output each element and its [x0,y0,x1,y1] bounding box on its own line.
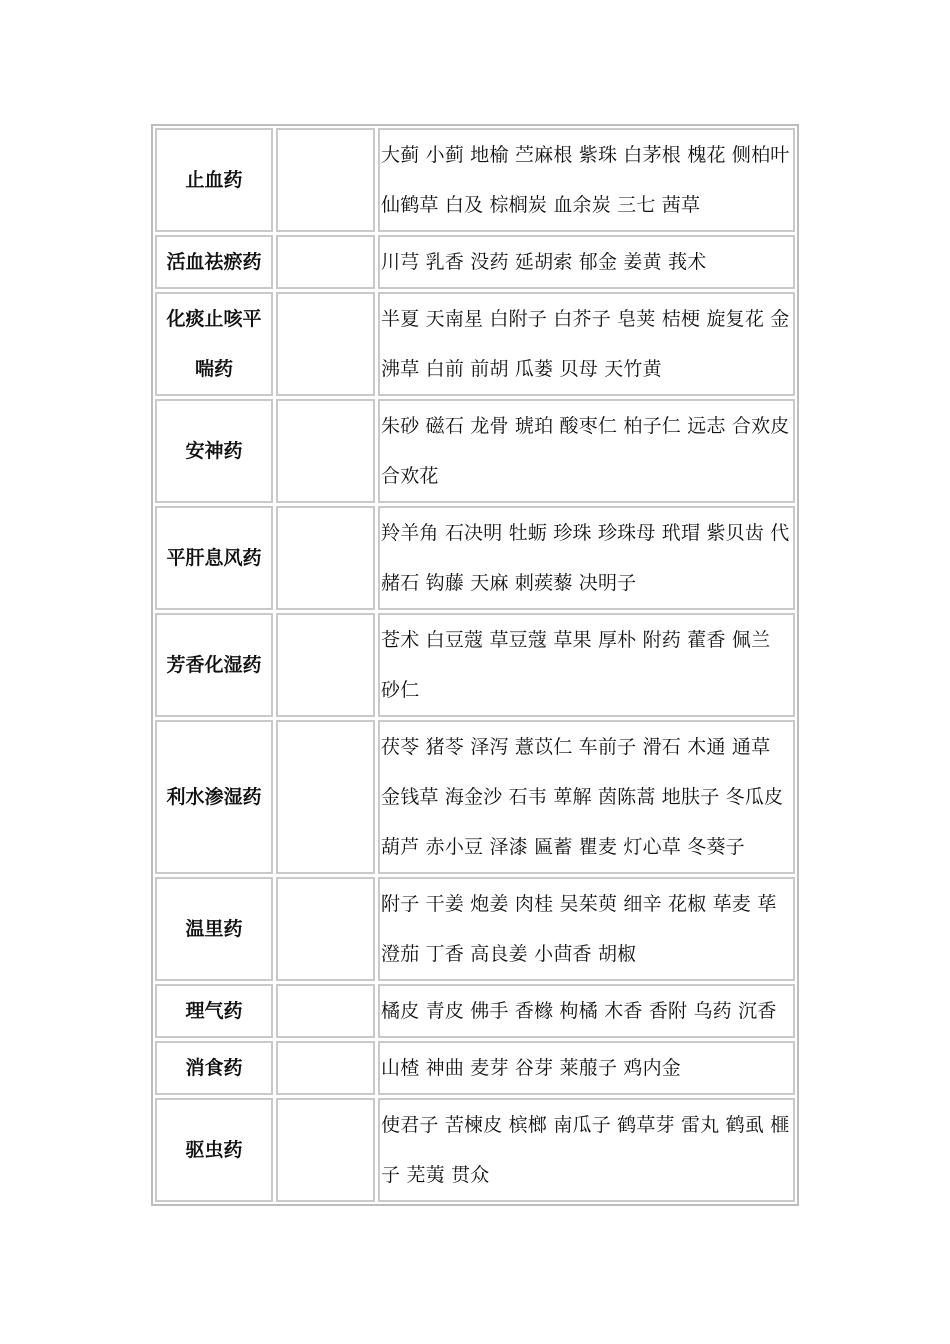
table-row [155,128,795,232]
table-row [155,1098,795,1202]
category-cell: 芳香化湿药 [155,613,273,717]
herbs-cell: 附子 干姜 炮姜 肉桂 吴茱萸 细辛 花椒 荜麦 荜澄茄 丁香 高良姜 小茴香 胡椒 [378,877,795,981]
category-cell: 平肝息风药 [155,506,273,610]
category-cell: 化痰止咳平喘药 [155,292,273,396]
category-cell: 理气药 [155,984,273,1038]
herbs-cell: 羚羊角 石决明 牡蛎 珍珠 珍珠母 玳瑁 紫贝齿 代赭石 钩藤 天麻 刺蒺藜 决明子 [378,506,795,610]
category-cell: 活血祛瘀药 [155,235,273,289]
herbs-cell: 川芎 乳香 没药 延胡索 郁金 姜黄 莪术 [378,235,795,289]
empty-cell [276,506,375,610]
category-cell: 安神药 [155,399,273,503]
empty-cell [276,292,375,396]
empty-cell [276,720,375,874]
category-cell: 利水渗湿药 [155,720,273,874]
herbs-cell: 橘皮 青皮 佛手 香橼 枸橘 木香 香附 乌药 沉香 [378,984,795,1038]
herbs-cell: 茯苓 猪苓 泽泻 薏苡仁 车前子 滑石 木通 通草 金钱草 海金沙 石韦 萆解 茵陈蒿 地肤子 冬瓜皮 葫芦 赤小豆 泽漆 匾蓄 瞿麦 灯心草 冬葵子 [378,720,795,874]
empty-cell [276,1098,375,1202]
table-row [155,235,795,289]
table-row [155,399,795,503]
table-row [155,613,795,717]
empty-cell [276,399,375,503]
herbs-cell: 苍术 白豆蔻 草豆蔻 草果 厚朴 附药 藿香 佩兰 砂仁 [378,613,795,717]
category-cell: 温里药 [155,877,273,981]
table-row [155,1041,795,1095]
herbs-cell: 使君子 苦楝皮 槟榔 南瓜子 鹤草芽 雷丸 鹤虱 榧子 芜荑 贯众 [378,1098,795,1202]
table-row [155,292,795,396]
category-cell: 消食药 [155,1041,273,1095]
herbs-cell: 半夏 天南星 白附子 白芥子 皂荚 桔梗 旋复花 金沸草 白前 前胡 瓜蒌 贝母 天竹黄 [378,292,795,396]
herbs-cell: 朱砂 磁石 龙骨 琥珀 酸枣仁 柏子仁 远志 合欢皮 合欢花 [378,399,795,503]
empty-cell [276,128,375,232]
empty-cell [276,613,375,717]
empty-cell [276,984,375,1038]
table-row [155,877,795,981]
empty-cell [276,235,375,289]
herb-category-table [151,124,799,1206]
category-cell: 驱虫药 [155,1098,273,1202]
table-row [155,984,795,1038]
category-cell: 止血药 [155,128,273,232]
herbs-cell: 大蓟 小蓟 地榆 苎麻根 紫珠 白茅根 槐花 侧柏叶 仙鹤草 白及 棕榈炭 血余炭 三七 茜草 [378,128,795,232]
herbs-cell: 山楂 神曲 麦芽 谷芽 莱菔子 鸡内金 [378,1041,795,1095]
table-row [155,506,795,610]
empty-cell [276,877,375,981]
empty-cell [276,1041,375,1095]
table-row [155,720,795,874]
